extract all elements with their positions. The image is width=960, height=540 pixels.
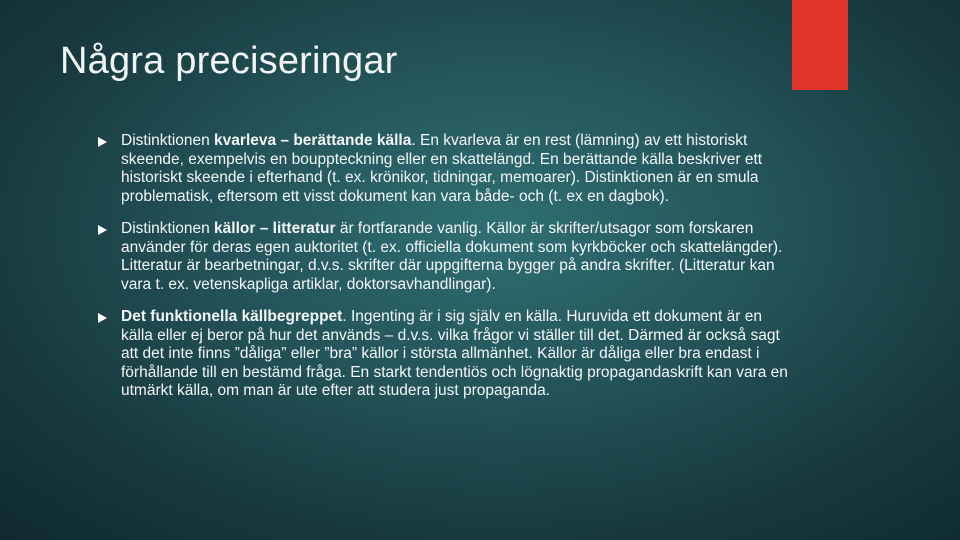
bullet-item-kvarleva (98, 132, 788, 206)
accent-bar (792, 0, 848, 90)
bullet-term: Det funktionella källbegreppet (121, 308, 343, 325)
bullet-term: kvarleva – berättande källa (214, 132, 412, 149)
bullet-lead: Distinktionen (121, 132, 215, 149)
triangle-bullet-icon (98, 225, 107, 235)
bullet-list (98, 132, 788, 415)
bullet-item-kallor-litteratur (98, 220, 788, 294)
bullet-lead: Distinktionen (121, 220, 215, 237)
bullet-text: . Ingenting är i sig själv en källa. Huruvida ett dokument är en källa eller ej beror på hur det används – d.v.s. vilka frågor vi ställer till det. Därmed är också sagt att det inte finns ”dåliga” eller ”bra” källor i största allmänhet. Källor är dåliga eller bra endast i förhållande till en bestämd fråga. En starkt tendentiös och lögnaktig propagandaskrift kan vara en utmärkt källa, om man är ute efter att studera just propaganda. (121, 308, 788, 399)
bullet-text: . En kvarleva är en rest (lämning) av ett historiskt skeende, exempelvis en bouppteckning eller en skattelängd. En berättande källa beskriver ett historiskt skeende i efterhand (t. ex. krönikor, tidningar, memoarer). Distinktionen är en smula problematisk, eftersom ett visst dokument kan vara både- och (t. ex en dagbok). (121, 132, 763, 205)
slide-title: Några preciseringar (60, 40, 398, 82)
triangle-bullet-icon (98, 137, 107, 147)
bullet-text: är fortfarande vanlig. Källor är skrifter/utsagor som forskaren använder för deras egen auktoritet (t. ex. officiella dokument som kyrkböcker och skattelängder). Litteratur är bearbetningar, d.v.s. skrifter där uppgifterna bygger på andra skrifter. (Litteratur kan vara t. ex. vetenskapliga artiklar, doktorsavhandlingar). (121, 220, 783, 293)
triangle-bullet-icon (98, 313, 107, 323)
bullet-item-funktionella-kallbegreppet (98, 308, 788, 401)
bullet-term: källor – litteratur (214, 220, 336, 237)
